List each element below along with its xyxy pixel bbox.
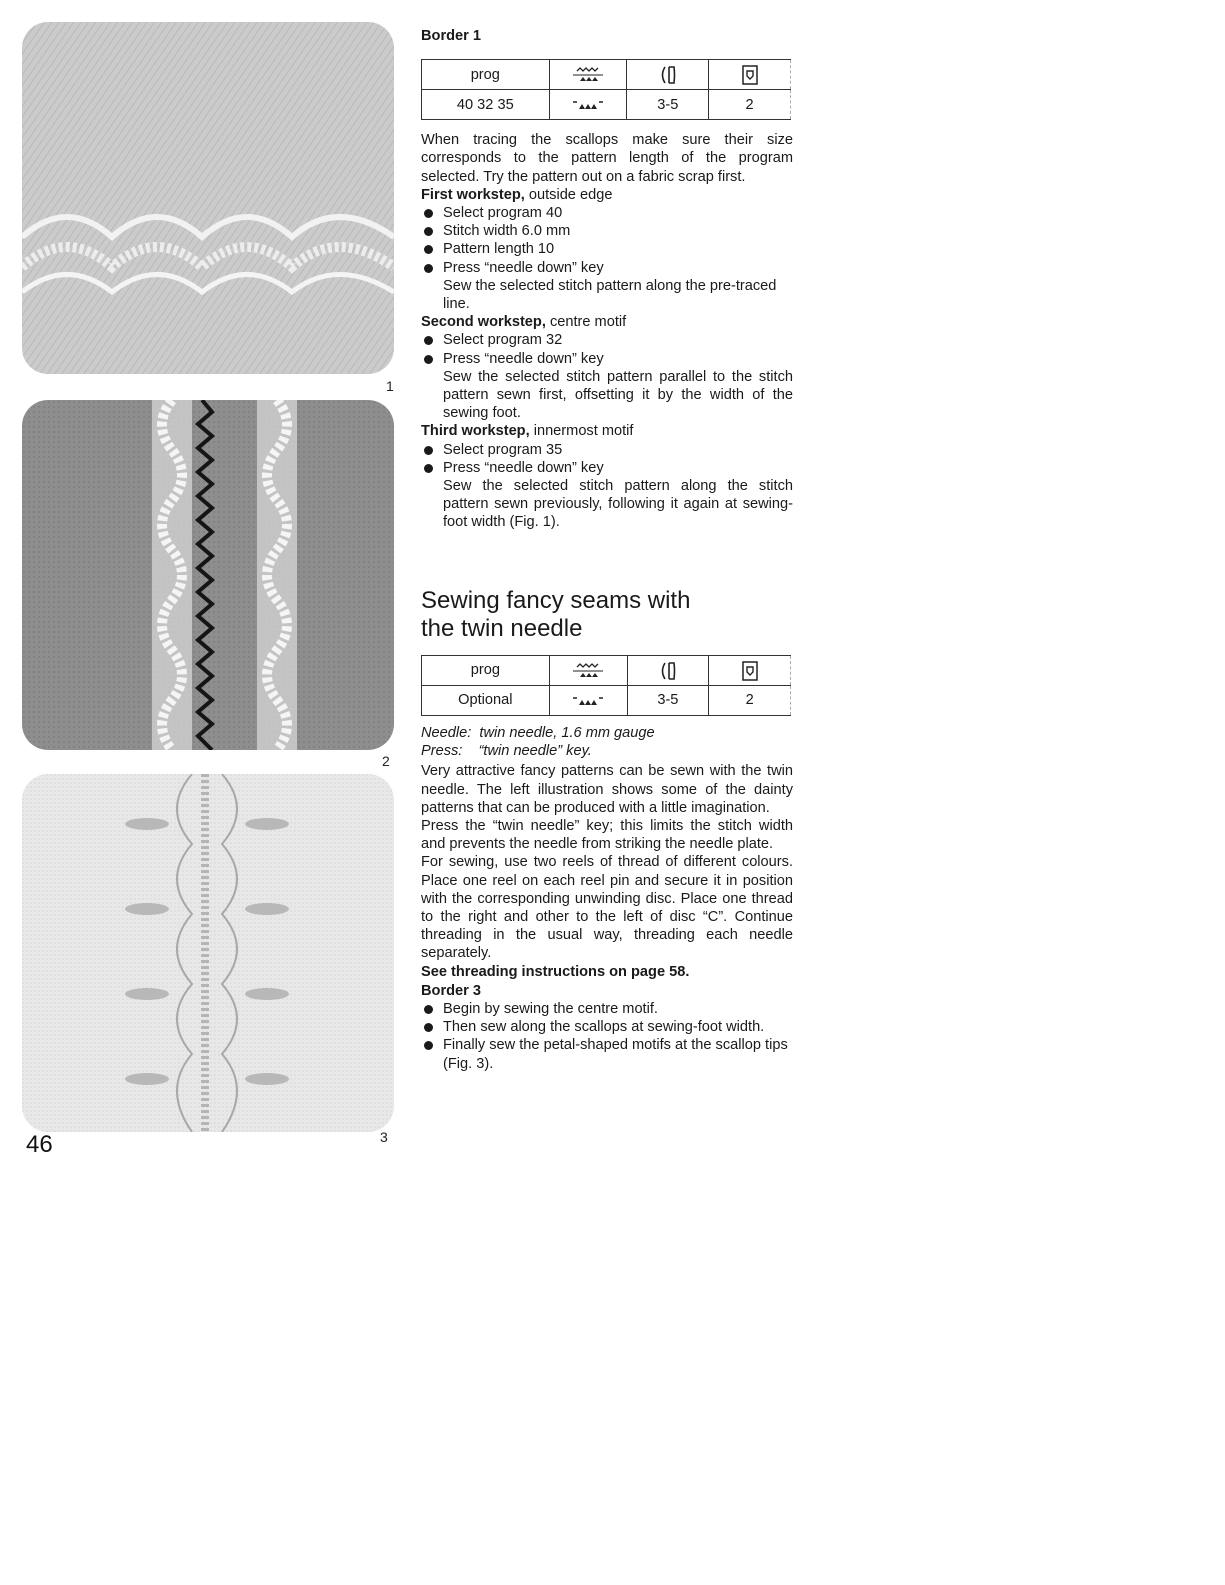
list-item: Select program 40: [421, 204, 793, 222]
list-item: Stitch width 6.0 mm: [421, 222, 793, 240]
twin-para1: Very attractive fancy patterns can be sewn with the twin needle. The left illustration shows some of the dainty patterns that can be produced with a little imagination.: [421, 763, 793, 816]
twin-needle-section: [421, 587, 793, 1073]
list-item: Select program 35: [421, 441, 793, 459]
figure-2-label: 2: [382, 753, 390, 769]
threading-reference: See threading instructions on page 58.: [421, 963, 690, 980]
step2-heading: [421, 313, 793, 331]
presser-foot-icon: [709, 60, 791, 90]
twin-title-line2: the twin needle: [421, 615, 583, 642]
step2-subtitle: centre motif: [545, 314, 627, 331]
border3-list: [421, 1000, 793, 1073]
step3-title: Third workstep,: [421, 423, 530, 440]
list-item: Select program 32: [421, 331, 793, 349]
feed-dog-icon: [549, 90, 627, 120]
table-header-prog: prog: [422, 60, 550, 90]
table-cell-length: 3-5: [627, 90, 709, 120]
border1-intro: When tracing the scallops make sure their size corresponds to the pattern length of the program selected. Try the pattern out on a fabric scrap first.: [421, 132, 793, 185]
table-row: [422, 656, 791, 686]
list-item: Then sew along the scallops at sewing-foot width.: [421, 1018, 793, 1036]
stitch-width-icon: [549, 60, 627, 90]
pattern-length-icon: [627, 656, 709, 686]
table-cell-foot: 2: [709, 686, 791, 716]
step2-title: Second workstep,: [421, 314, 546, 331]
twin-para3: For sewing, use two reels of thread of different colours. Place one reel on each reel pin and secure it in position with the corresponding unwinding disc. Place one thread to the right and other to the left of disc “C”. Continue threading in the usual way, threading each needle separately.: [421, 854, 793, 962]
figure-2-photo: [22, 400, 394, 750]
border1-title: Border 1: [421, 28, 482, 44]
step2-list: [421, 331, 793, 367]
list-item: Begin by sewing the centre motif.: [421, 1000, 793, 1018]
twin-settings-table: [421, 655, 791, 716]
table-cell-length: 3-5: [627, 686, 709, 716]
table-cell-programs: 40 32 35: [422, 90, 550, 120]
twin-press-spec: Press: “twin needle” key.: [421, 743, 592, 760]
border1-settings-table: [421, 59, 791, 120]
list-item: Press “needle down” key: [421, 259, 793, 277]
pattern-length-icon: [627, 60, 709, 90]
border3-title: Border 3: [421, 982, 482, 999]
page-number: 46: [26, 1131, 53, 1158]
table-row: [422, 686, 791, 716]
table-header-prog: prog: [422, 656, 550, 686]
table-cell-foot: 2: [709, 90, 791, 120]
twin-needle-spec: Needle: twin needle, 1.6 mm gauge: [421, 725, 655, 741]
list-item: Pattern length 10: [421, 240, 793, 258]
figure-3-label: 3: [380, 1129, 388, 1145]
stitch-width-icon: [549, 656, 627, 686]
list-item: Finally sew the petal-shaped motifs at the scallop tips (Fig. 3).: [421, 1036, 793, 1072]
step1-heading: [421, 186, 793, 204]
table-row: [422, 60, 791, 90]
step3-heading: [421, 422, 793, 440]
figure-1-photo: [22, 22, 394, 374]
step3-note: Sew the selected stitch pattern along the stitch pattern sewn previously, following it again at sewing-foot width (Fig. 1).: [443, 478, 793, 531]
figure-1-label: 1: [386, 378, 394, 394]
border1-section: [421, 27, 793, 532]
step1-note: Sew the selected stitch pattern along the pre-traced line.: [443, 277, 777, 313]
step1-subtitle: outside edge: [524, 186, 613, 203]
table-row: [422, 90, 791, 120]
table-cell-programs: Optional: [422, 686, 550, 716]
step3-subtitle: innermost motif: [529, 423, 634, 440]
step2-note: Sew the selected stitch pattern parallel to the stitch pattern sewn first, offsetting it by the width of the sewing foot.: [443, 368, 793, 422]
figure-3-photo: [22, 774, 394, 1132]
step3-list: [421, 441, 793, 477]
step1-title: First workstep,: [421, 186, 525, 203]
step1-list: [421, 204, 793, 277]
list-item: Press “needle down” key: [421, 459, 793, 477]
twin-para2: Press the “twin needle” key; this limits the stitch width and prevents the needle from striking the needle plate.: [421, 818, 793, 853]
presser-foot-icon: [709, 656, 791, 686]
list-item: Press “needle down” key: [421, 350, 793, 368]
feed-dog-icon: [549, 686, 627, 716]
twin-title-line1: Sewing fancy seams with: [421, 587, 691, 614]
